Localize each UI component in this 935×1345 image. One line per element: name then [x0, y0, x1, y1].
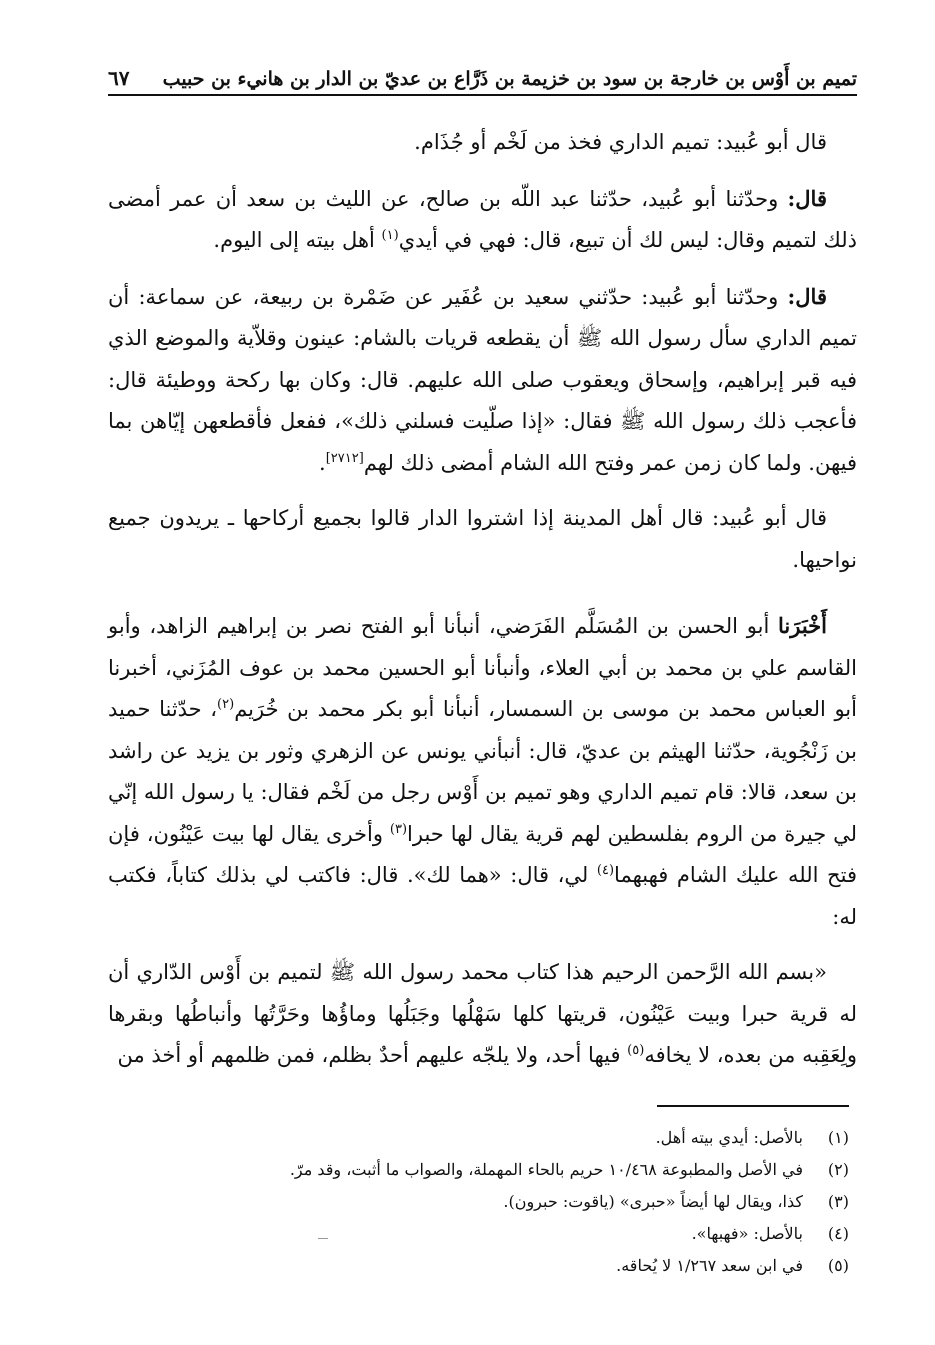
- scan-artifact: [318, 1238, 328, 1239]
- footnote-text: بالأصل: «فهبها».: [691, 1224, 803, 1243]
- footnote-item: [150, 1122, 849, 1154]
- main-text: [108, 122, 857, 1091]
- hadith-number: [٢٧١٢]: [325, 450, 364, 466]
- paragraph-1-text: قال أبو عُبيد: تميم الداري فخذ من لَخْم أو جُذَام.: [414, 130, 827, 154]
- footnote-text: في الأصل والمطبوعة ١٠/٤٦٨ حريم بالحاء المهملة، والصواب ما أثبت، وقد مرّ.: [289, 1160, 803, 1179]
- footnote-text: كذا، ويقال لها أيضاً «حبرى» (ياقوت: حبرون).: [503, 1192, 803, 1211]
- paragraph-3-end: .: [319, 450, 326, 475]
- paragraph-3-text: وحدّثنا أبو عُبيد: حدّثني سعيد بن عُفَير عن ضَمْرة بن ربيعة، عن سماعة: أن تميم الداري سأل رسول الله ﷺ أن يقطعه قريات بالشام: عينون وقلاّية والموضع الذي فيه قبر إبراهيم، وإسحاق ويعقوب صلى الله عليهم. قال: وكان بها ركحة ووطيئة قال: فأعجب ذلك رسول الله ﷺ فقال: «إذا صلّيت فسلني ذلك»، ففعل فأقطعهن إيّاهن بما فيهن. ولما كان زمن عمر وفتح الله الشام أمضى ذلك لهم: [108, 284, 857, 475]
- footnote-text: بالأصل: أيدي بيته أهل.: [655, 1128, 803, 1147]
- running-header: [108, 56, 857, 96]
- section-gap: [108, 595, 857, 605]
- paragraph-2-text: وحدّثنا أبو عُبيد، حدّثنا عبد اللّه بن صالح، عن الليث بن سعد أن عمر أمضى ذلك لتميم وقال: ليس لك أن تبيع، قال: فهي في أيدي: [108, 186, 857, 252]
- paragraph-2-keyword: قال:: [787, 185, 827, 211]
- paragraph-4-text: قال أبو عُبيد: قال أهل المدينة إذا اشتروا الدار قالوا بجميع أركاحها ـ يريدون جميع نواحيها.: [108, 506, 857, 572]
- paragraph-3-keyword: قال:: [787, 283, 827, 309]
- footnote-ref-4: (٤): [596, 863, 615, 878]
- footnote-item: [150, 1250, 849, 1282]
- paragraph-5-text-d: لي، قال: «هما لك». قال: فاكتب لي بذلك كتاباً، فكتب له:: [108, 863, 857, 929]
- paragraph-2: [108, 178, 857, 262]
- footnotes: [150, 1122, 849, 1282]
- footnote-number: (٢): [827, 1160, 849, 1179]
- paragraph-6-text-a: «بسم الله الرَّحمن الرحيم هذا كتاب محمد رسول الله ﷺ لتميم بن أَوْس الدّاري أن له قرية حبرا وبيت عَيْنُون، قريتها كلها سَهْلُها وجَبَلُها وماؤُها وحَرَّتُها وأنباطُها وبقرها ولِعَقِبه من بعده، لا يخافه: [108, 960, 857, 1067]
- paragraph-1: [108, 122, 857, 164]
- footnote-text: في ابن سعد ١/٢٦٧ لا يُحاقه.: [616, 1256, 803, 1275]
- footnote-ref-2: (٢): [217, 697, 235, 712]
- paragraph-2-end: أهل بيته إلى اليوم.: [213, 228, 382, 252]
- paragraph-5-text-b: ، حدّثنا حميد بن زَنْجُوية، حدّثنا الهيثم بن عديّ، قال: أنبأني يونس عن الزهري وثور بن يزيد عن راشد بن سعد، قالا: قام تميم الداري وهو تميم بن أَوْس رجل من لَخْم فقال: يا رسول الله إنّي لي جيرة من الروم بفلسطين لهم قرية يقال لها حبرا: [108, 697, 857, 846]
- footnote-number: (٥): [827, 1256, 849, 1275]
- paragraph-5-keyword: أَخْبَرَنا: [778, 613, 827, 638]
- footnote-number: (٤): [827, 1224, 849, 1243]
- footnote-item: [150, 1218, 849, 1250]
- footnote-number: (١): [827, 1128, 849, 1147]
- footnote-item: [150, 1186, 849, 1218]
- footnote-ref-1: (١): [381, 228, 399, 243]
- header-title: تميم بن أَوْس بن خارجة بن سود بن خزيمة بن ذَرَّاع بن عديّ بن الدار بن هانيء بن حبيب: [162, 68, 857, 90]
- paragraph-5: [108, 605, 857, 938]
- page-number: ٦٧: [108, 66, 130, 90]
- footnote-number: (٣): [827, 1192, 849, 1211]
- footnote-divider: [657, 1105, 849, 1107]
- paragraph-5-text-c: وأخرى يقال لها بيت عَيْنُون، فإن فتح الله عليك الشام فهبهما: [108, 821, 857, 887]
- paragraph-6-text-b: فيها أحد، ولا يلجّه عليهم أحدٌ بظلم، فمن ظلمهم أو أخذ من: [117, 1043, 628, 1067]
- footnote-ref-5: (٥): [627, 1043, 645, 1058]
- paragraph-5-text-a: أبو الحسن بن المُسَلَّم الفَرَضي، أنبأنا أبو الفتح نصر بن إبراهيم الزاهد، وأبو القاسم علي بن محمد بن أبي العلاء، وأنبأنا أبو الحسين محمد بن عوف المُزَني، أخبرنا أبو العباس محمد بن موسى بن السمسار، أنبأنا أبو بكر محمد بن خُرَيم: [108, 614, 857, 721]
- paragraph-3: [108, 276, 857, 485]
- paragraph-4: [108, 498, 857, 581]
- footnote-ref-3: (٣): [389, 821, 408, 837]
- footnote-item: [150, 1154, 849, 1186]
- paragraph-6: [108, 952, 857, 1077]
